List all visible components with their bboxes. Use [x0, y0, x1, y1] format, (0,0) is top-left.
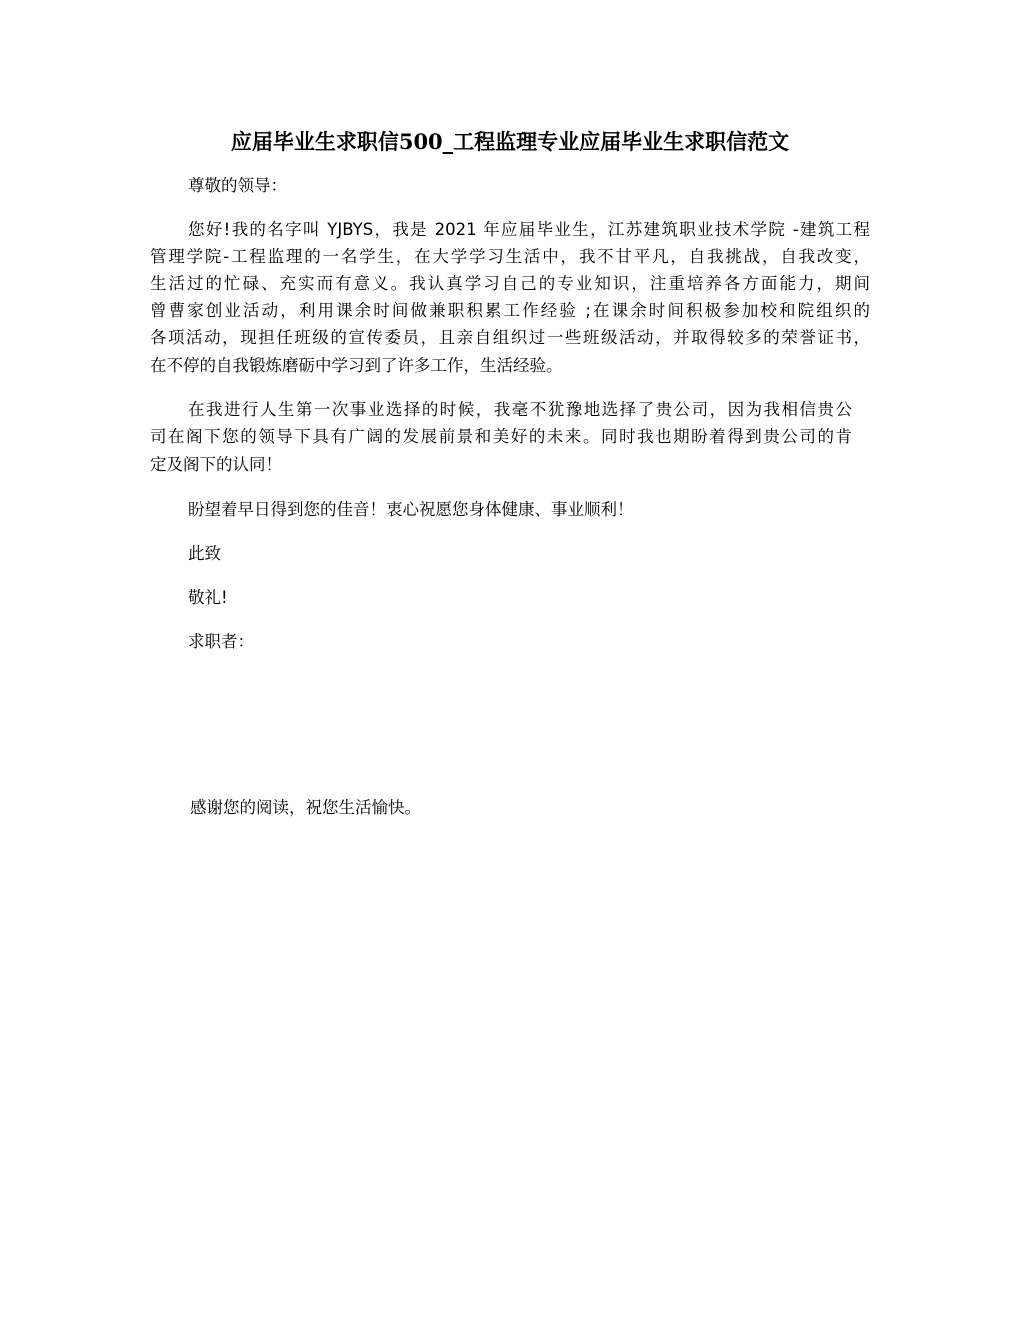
paragraph-line: 在不停的自我锻炼磨砺中学习到了许多工作，生活经验。: [150, 356, 563, 375]
paragraph-line: 您好!我的名字叫 YJBYS，我是 2021 年应届毕业生，江苏建筑职业技术学院 -建筑工程: [188, 220, 870, 239]
paragraph-line: 生活过的忙碌、充实而有意义。我认真学习自己的专业知识，注重培养各方面能力，期间: [150, 274, 870, 293]
document-title: 应届毕业生求职信500_工程监理专业应届毕业生求职信范文: [230, 129, 790, 154]
paragraph-3: 盼望着早日得到您的佳音！衷心祝愿您身体健康、事业顺利！: [188, 500, 634, 519]
paragraph-line: 定及阁下的认同！: [150, 455, 282, 474]
paragraph-line: 曾曹家创业活动，利用课余时间做兼职积累工作经验 ;在课余时间积极参加校和院组织的: [150, 301, 870, 320]
signature-label: 求职者：: [188, 632, 254, 651]
greeting: 尊敬的领导：: [188, 176, 287, 195]
closing-salutation: 此致: [188, 544, 221, 563]
paragraph-line: 司在阁下您的领导下具有广阔的发展前景和美好的未来。同时我也期盼着得到贵公司的肯: [150, 427, 852, 446]
paragraph-line: 在我进行人生第一次事业选择的时候，我毫不犹豫地选择了贵公司，因为我相信贵公: [188, 400, 852, 419]
footer-note: 感谢您的阅读，祝您生活愉快。: [190, 798, 421, 817]
paragraph-line: 各项活动，现担任班级的宣传委员，且亲自组织过一些班级活动，并取得较多的荣誉证书，: [150, 328, 870, 347]
closing-respect: 敬礼!: [188, 588, 228, 607]
paragraph-line: 管理学院-工程监理的一名学生，在大学学习生活中，我不甘平凡，自我挑战，自我改变，: [150, 247, 870, 266]
